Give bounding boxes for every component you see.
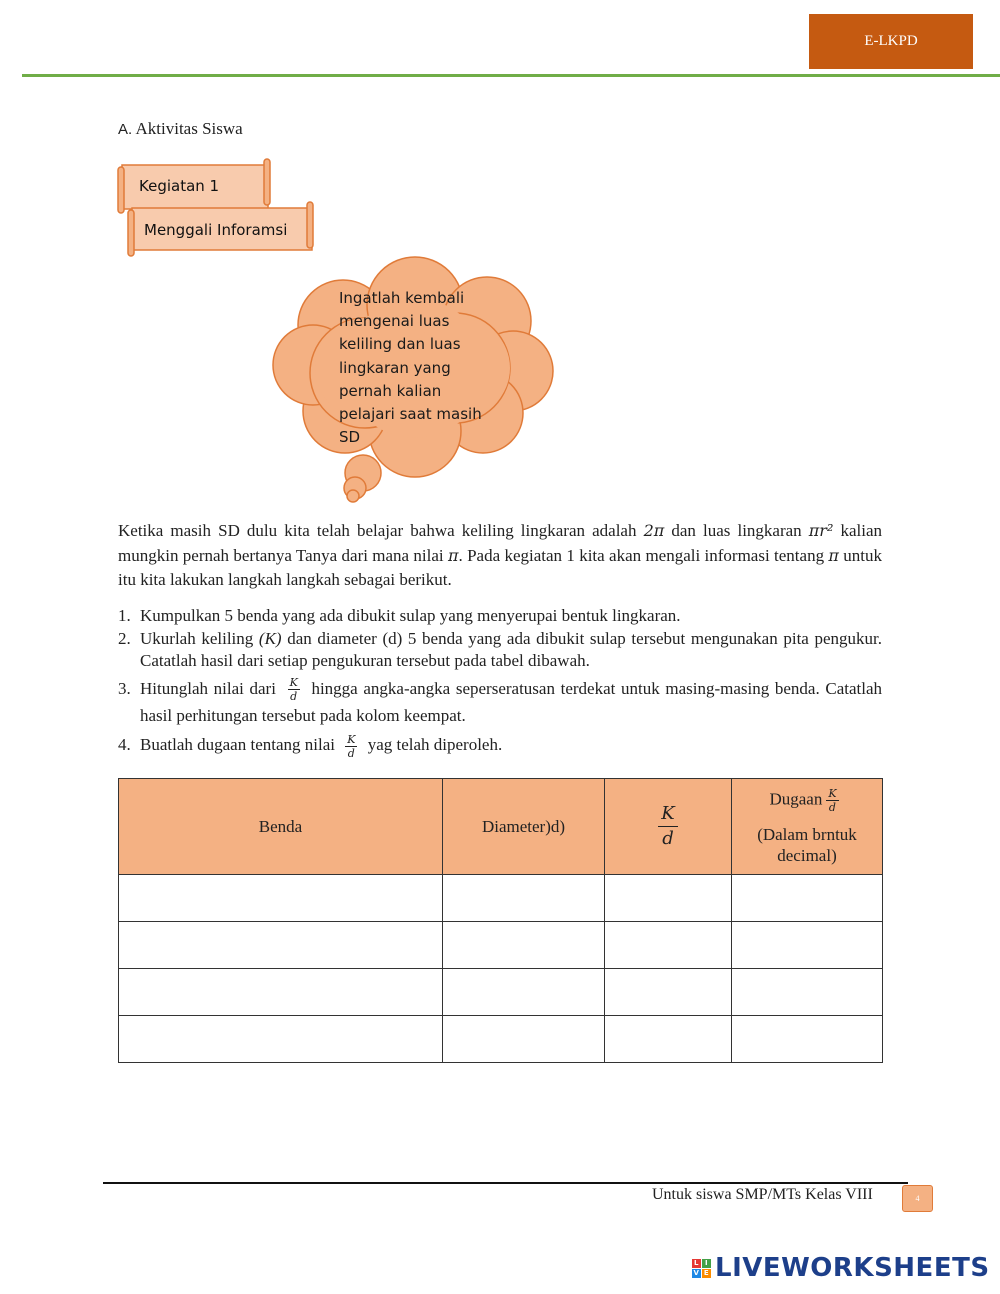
fraction-numerator: K [658, 802, 677, 827]
brand-name: LIVEWORKSHEETS [715, 1253, 990, 1283]
math-pi-r-squared: πr² [808, 521, 834, 540]
math-pi: π [828, 545, 839, 565]
page-number: 4 [902, 1185, 933, 1212]
header-benda: Benda [119, 779, 443, 875]
paragraph-text: . Pada kegiatan 1 kita akan mengali informasi tentang [458, 545, 829, 565]
table-cell[interactable] [605, 875, 732, 922]
header-diameter: Diameter)d) [443, 779, 605, 875]
logo-letter: L [692, 1259, 701, 1268]
footer-divider [103, 1182, 908, 1184]
liveworksheets-icon [692, 1259, 711, 1278]
intro-paragraph [118, 519, 882, 593]
fraction-denominator: d [347, 746, 355, 760]
logo-letter: V [693, 1268, 700, 1277]
fraction-denominator: d [290, 690, 298, 704]
step-text: Hitunglah nilai dari [140, 678, 282, 698]
steps-list [118, 605, 882, 760]
step-1 [118, 605, 882, 628]
table-cell[interactable] [732, 875, 883, 922]
logo-letter: E [703, 1268, 710, 1277]
step-number: 4. [118, 735, 131, 755]
dugaan-title [732, 787, 882, 814]
kegiatan-label: Kegiatan 1 [139, 177, 220, 195]
section-title-text: Aktivitas Siswa [135, 119, 243, 138]
step-text: dan diameter (d) 5 benda yang ada dibukit sulap tersebut mengunakan pita pengukur. Catatlah hasil dari setiap pengukuran tersebut pada tabel dibawah. [140, 628, 882, 670]
table-cell[interactable] [119, 969, 443, 1016]
math-2pi: 2π [643, 521, 665, 540]
table-cell[interactable] [443, 922, 605, 969]
cloud-text [339, 287, 499, 449]
logo-letter: I [702, 1259, 711, 1268]
cloud-line: mengenai luas [339, 312, 450, 331]
step-2 [118, 628, 882, 673]
table-cell[interactable] [605, 922, 732, 969]
cloud-line: SD [339, 428, 361, 447]
step-3 [118, 676, 882, 730]
header-k-over-d [605, 779, 732, 875]
header-badge: E-LKPD [809, 14, 973, 69]
table-row [119, 875, 883, 922]
header-dugaan [732, 779, 883, 875]
fraction-k-over-d [658, 802, 677, 851]
table-cell[interactable] [119, 922, 443, 969]
cloud-line: pernah kalian [339, 381, 442, 400]
paragraph-text: dan luas lingkaran [664, 521, 809, 540]
table-cell[interactable] [732, 969, 883, 1016]
table-row [119, 922, 883, 969]
paragraph-text: kalian mungkin pernah bertanya Tanya dari mana nilai [118, 521, 882, 565]
fraction-numerator: K [828, 787, 837, 800]
table-cell[interactable] [119, 875, 443, 922]
fraction-denominator: d [828, 801, 836, 814]
paragraph-text: untuk itu kita lakukan langkah langkah sebagai berikut. [118, 545, 882, 589]
fraction-denominator: d [662, 828, 674, 849]
dugaan-label: Dugaan [769, 789, 823, 809]
subtitle-banner [126, 200, 317, 260]
header-divider [22, 74, 1000, 77]
table-cell[interactable] [119, 1016, 443, 1063]
thought-cloud [265, 253, 560, 505]
footer-text: Untuk siswa SMP/MTs Kelas VIII [652, 1186, 873, 1203]
step-text: yag telah diperoleh. [363, 735, 503, 755]
step-text: hingga angka-angka seperseratusan terdekat untuk masing-masing benda. Catatlah hasil perhitungan tersebut pada kolom keempat. [140, 678, 883, 726]
step-number: 2. [118, 628, 131, 648]
step-text-italic: (K) [258, 628, 282, 648]
dugaan-note: (Dalam brntuk decimal) [757, 825, 857, 865]
table-row [119, 969, 883, 1016]
fraction-k-over-d [345, 733, 357, 760]
table-cell[interactable] [732, 922, 883, 969]
table-cell[interactable] [443, 969, 605, 1016]
liveworksheets-logo[interactable] [692, 1253, 990, 1283]
cloud-line: lingkaran yang [339, 358, 451, 377]
section-title [118, 119, 243, 139]
fraction-k-over-d [826, 787, 838, 814]
table-cell[interactable] [443, 1016, 605, 1063]
cloud-line: keliling dan luas [339, 335, 461, 354]
step-number: 3. [118, 678, 131, 698]
fraction-k-over-d [288, 676, 300, 703]
step-text: Ukurlah keliling [140, 628, 259, 648]
step-text: Buatlah dugaan tentang nilai [140, 735, 340, 755]
table-cell[interactable] [605, 1016, 732, 1063]
section-letter: A. [118, 121, 133, 138]
table-cell[interactable] [443, 875, 605, 922]
fraction-numerator: K [347, 732, 356, 746]
step-text: Kumpulkan 5 benda yang ada dibukit sulap yang menyerupai bentuk lingkaran. [140, 606, 681, 625]
fraction-numerator: K [289, 676, 298, 690]
step-4 [118, 732, 882, 760]
table-cell[interactable] [732, 1016, 883, 1063]
table-row [119, 1016, 883, 1063]
step-number: 1. [118, 606, 131, 625]
paragraph-text: Ketika masih SD dulu kita telah belajar bahwa keliling lingkaran adalah [118, 521, 644, 540]
table-header-row [119, 779, 883, 875]
subtitle-label: Menggali Inforamsi [144, 221, 288, 239]
cloud-line: pelajari saat masih [339, 405, 482, 424]
cloud-line: Ingatlah kembali [339, 289, 465, 307]
measurement-table [118, 778, 883, 1063]
table-cell[interactable] [605, 969, 732, 1016]
math-pi: π [447, 545, 459, 565]
